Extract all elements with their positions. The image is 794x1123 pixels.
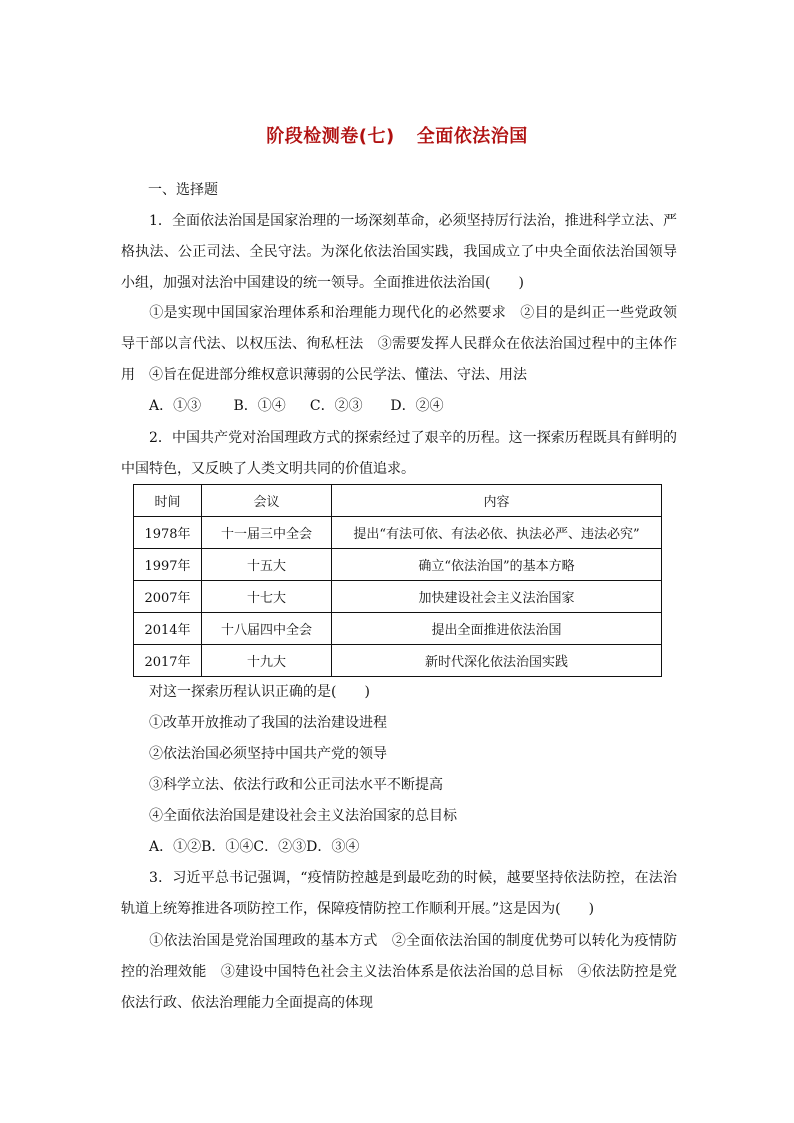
q3-items: ①依法治国是党治国理政的基本方式 ②全面依法治国的制度优势可以转化为疫情防控的治理效能 ③建设中国特色社会主义法治体系是依法治国的总目标 ④依法防控是党依法行政、依法治理能力全面提高的体现 bbox=[121, 933, 677, 1011]
q2-stem: 2．中国共产党对治国理政方式的探索经过了艰辛的历程。这一探索历程既具有鲜明的中国特色，又反映了人类文明共同的价值追求。 bbox=[121, 430, 677, 477]
q1-option-b[interactable]: B．①④ bbox=[233, 398, 286, 414]
title-part-2: 全面依法治国 bbox=[416, 126, 528, 147]
table-cell: 十九大 bbox=[202, 645, 332, 677]
table-cell: 十五大 bbox=[202, 549, 332, 581]
q2-item-1: ①改革开放推动了我国的法治建设进程 bbox=[149, 715, 387, 731]
q1-options bbox=[149, 396, 444, 416]
q2-options[interactable]: A．①②B．①④C．②③D．③④ bbox=[149, 839, 360, 855]
table-cell: 新时代深化依法治国实践 bbox=[332, 645, 662, 677]
table-row bbox=[134, 549, 662, 581]
title-part-1: 阶段检测卷(七) bbox=[266, 126, 395, 147]
q1-item-4: ④旨在促进部分维权意识薄弱的公民学法、懂法、守法、用法 bbox=[149, 367, 527, 383]
table-header-row bbox=[134, 485, 662, 517]
q2-item-4: ④全面依法治国是建设社会主义法治国家的总目标 bbox=[149, 808, 457, 824]
history-table bbox=[133, 484, 662, 677]
q2-question: 对这一探索历程认识正确的是( ) bbox=[149, 684, 370, 700]
table-header-cell: 时间 bbox=[134, 485, 202, 517]
table-row bbox=[134, 517, 662, 549]
table-row bbox=[134, 613, 662, 645]
table-cell: 提出“有法可依、有法必依、执法必严、违法必究” bbox=[332, 517, 662, 549]
table-cell: 确立“依法治国”的基本方略 bbox=[332, 549, 662, 581]
q1-option-d[interactable]: D．②④ bbox=[390, 398, 444, 414]
page-title bbox=[0, 122, 794, 148]
table-cell: 十一届三中全会 bbox=[202, 517, 332, 549]
table-cell: 加快建设社会主义法治国家 bbox=[332, 581, 662, 613]
table-row bbox=[134, 581, 662, 613]
section-heading: 一、选择题 bbox=[148, 182, 218, 198]
table-cell: 十七大 bbox=[202, 581, 332, 613]
q1-option-c[interactable]: C．②③ bbox=[309, 398, 363, 414]
q1-option-a[interactable]: A．①③ bbox=[149, 398, 202, 414]
table-cell: 2017年 bbox=[134, 645, 202, 677]
table-cell: 1997年 bbox=[134, 549, 202, 581]
table-cell: 提出全面推进依法治国 bbox=[332, 613, 662, 645]
table-header-cell: 内容 bbox=[332, 485, 662, 517]
table-header-cell: 会议 bbox=[202, 485, 332, 517]
table-cell: 十八届四中全会 bbox=[202, 613, 332, 645]
table-cell: 2007年 bbox=[134, 581, 202, 613]
q1-stem: 1．全面依法治国是国家治理的一场深刻革命，必须坚持厉行法治，推进科学立法、严格执法、公正司法、全民守法。为深化依法治国实践，我国成立了中央全面依法治国领导小组，加强对法治中国建设的统一领导。全面推进依法治国( ) bbox=[121, 213, 677, 291]
q2-item-2: ②依法治国必须坚持中国共产党的领导 bbox=[149, 746, 387, 762]
q1-items: ①是实现中国国家治理体系和治理能力现代化的必然要求 ②目的是纠正一些党政领导干部以言代法、以权压法、徇私枉法 ③需要发挥人民群众在依法治国过程中的主体作用 bbox=[121, 305, 677, 383]
table-cell: 1978年 bbox=[134, 517, 202, 549]
q2-item-3: ③科学立法、依法行政和公正司法水平不断提高 bbox=[149, 777, 443, 793]
q3-stem: 3．习近平总书记强调，“疫情防控越是到最吃劲的时候，越要坚持依法防控，在法治轨道上统筹推进各项防控工作，保障疫情防控工作顺利开展。”这是因为( ) bbox=[121, 870, 677, 917]
table-cell: 2014年 bbox=[134, 613, 202, 645]
table-row bbox=[134, 645, 662, 677]
